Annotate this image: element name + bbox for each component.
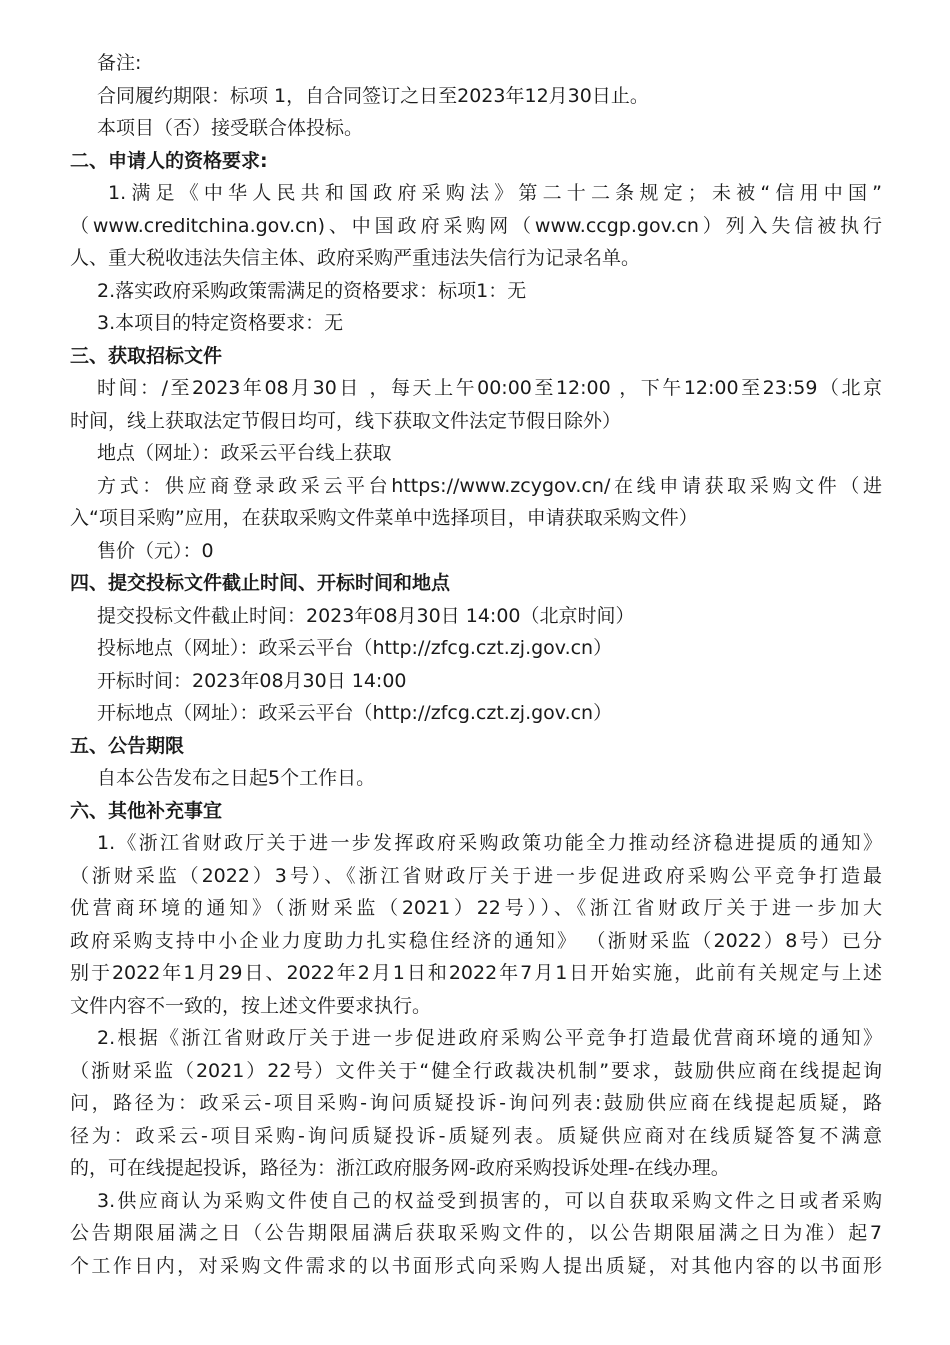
section-3-location: 地点（网址）：政采云平台线上获取 xyxy=(97,442,392,464)
bid-deadline: 提交投标文件截止时间：2023年08月30日 14:00（北京时间） xyxy=(97,604,635,627)
text-line: （浙财采监（2022）3号）、《浙江省财政厅关于进一步促进政府采购公平竞争打造最 xyxy=(70,864,882,887)
remarks-label: 备注: xyxy=(97,52,142,74)
opening-location: 开标地点（网址）：政采云平台（http://zfcg.czt.zj.gov.cn） xyxy=(97,702,613,724)
section-5-heading: 五、公告期限 xyxy=(70,734,185,757)
text-line: 人、重大税收违法失信主体、政府采购严重违法失信行为记录名单。 xyxy=(70,247,641,269)
text-line: 时间：/至2023年08月30日 ，每天上午00:00至12:00 ，下午12:00至23:59（北京 xyxy=(97,377,882,399)
opening-time: 开标时间：2023年08月30日 14:00 xyxy=(97,669,407,692)
text-line: 径为：政采云-项目采购-询问质疑投诉-质疑列表。质疑供应商对在线质疑答复不满意 xyxy=(70,1124,882,1147)
text-line: 入“项目采购”应用，在获取采购文件菜单中选择项目，申请获取采购文件） xyxy=(70,507,698,529)
contract-period: 合同履约期限：标项 1，自合同签订之日至2023年12月30日止。 xyxy=(97,84,649,107)
text-line: 1.《浙江省财政厅关于进一步发挥政府采购政策功能全力推动经济稳进提质的通知》 xyxy=(97,832,882,854)
text-line: 1.满足《中华人民共和国政府采购法》第二十二条规定；未被“信用中国” xyxy=(108,182,882,204)
text-line: 个工作日内，对采购文件需求的以书面形式向采购人提出质疑，对其他内容的以书面形 xyxy=(70,1254,882,1277)
section-6-heading: 六、其他补充事宜 xyxy=(70,799,223,822)
text-line: 公告期限届满之日（公告期限届满后获取采购文件的，以公告期限届满之日为准）起7 xyxy=(70,1222,882,1244)
announcement-period: 自本公告发布之日起5个工作日。 xyxy=(97,767,376,789)
section-6-item-3 xyxy=(70,1185,882,1283)
section-2-item-3: 3.本项目的特定资格要求：无 xyxy=(97,312,344,334)
text-line: （浙财采监（2021）22号）文件关于“健全行政裁决机制”要求，鼓励供应商在线提起询 xyxy=(70,1059,882,1082)
section-3-time xyxy=(70,372,882,437)
text-line: 优营商环境的通知》（浙财采监（2021）22号））、《浙江省财政厅关于进一步加大 xyxy=(70,897,882,919)
section-3-heading: 三、获取招标文件 xyxy=(70,344,223,367)
text-line: 别于2022年1月29日、2022年2月1日和2022年7月1日开始实施，此前有关规定与上述 xyxy=(70,962,882,984)
bid-location: 投标地点（网址）：政采云平台（http://zfcg.czt.zj.gov.cn） xyxy=(97,637,613,659)
text-line: 政府采购支持中小企业力度助力扎实稳住经济的通知》 （浙财采监（2022）8号）已分 xyxy=(70,929,882,952)
announcement-page xyxy=(70,47,882,1282)
section-6-item-1 xyxy=(70,827,882,1022)
text-line: 问，路径为：政采云-项目采购-询问质疑投诉-询问列表:鼓励供应商在线提起质疑，路 xyxy=(70,1092,882,1114)
section-4-heading: 四、提交投标文件截止时间、开标时间和地点 xyxy=(70,572,451,594)
text-line: 的，可在线提起投诉，路径为：浙江政府服务网-政府采购投诉处理-在线办理。 xyxy=(70,1157,730,1179)
section-3-price: 售价（元）：0 xyxy=(97,539,214,562)
section-6-item-2 xyxy=(70,1022,882,1185)
section-2-item-2: 2.落实政府采购政策需满足的资格要求：标项1：无 xyxy=(97,279,527,302)
text-line: 方式：供应商登录政采云平台https://www.zcygov.cn/在线申请获取采购文件（进 xyxy=(97,474,882,497)
section-2-item-1 xyxy=(70,177,882,275)
consortium-note: 本项目（否）接受联合体投标。 xyxy=(97,117,364,139)
text-line: （www.creditchina.gov.cn)、中国政府采购网（www.ccgp.gov.cn）列入失信被执行 xyxy=(70,214,882,237)
section-3-method xyxy=(70,470,882,535)
text-line: 3.供应商认为采购文件使自己的权益受到损害的，可以自获取采购文件之日或者采购 xyxy=(97,1189,882,1212)
text-line: 时间，线上获取法定节假日均可，线下获取文件法定节假日除外） xyxy=(70,409,622,432)
section-2-heading: 二、申请人的资格要求: xyxy=(70,149,268,172)
text-line: 2.根据《浙江省财政厅关于进一步促进政府采购公平竞争打造最优营商环境的通知》 xyxy=(97,1027,882,1049)
text-line: 文件内容不一致的，按上述文件要求执行。 xyxy=(70,994,432,1017)
